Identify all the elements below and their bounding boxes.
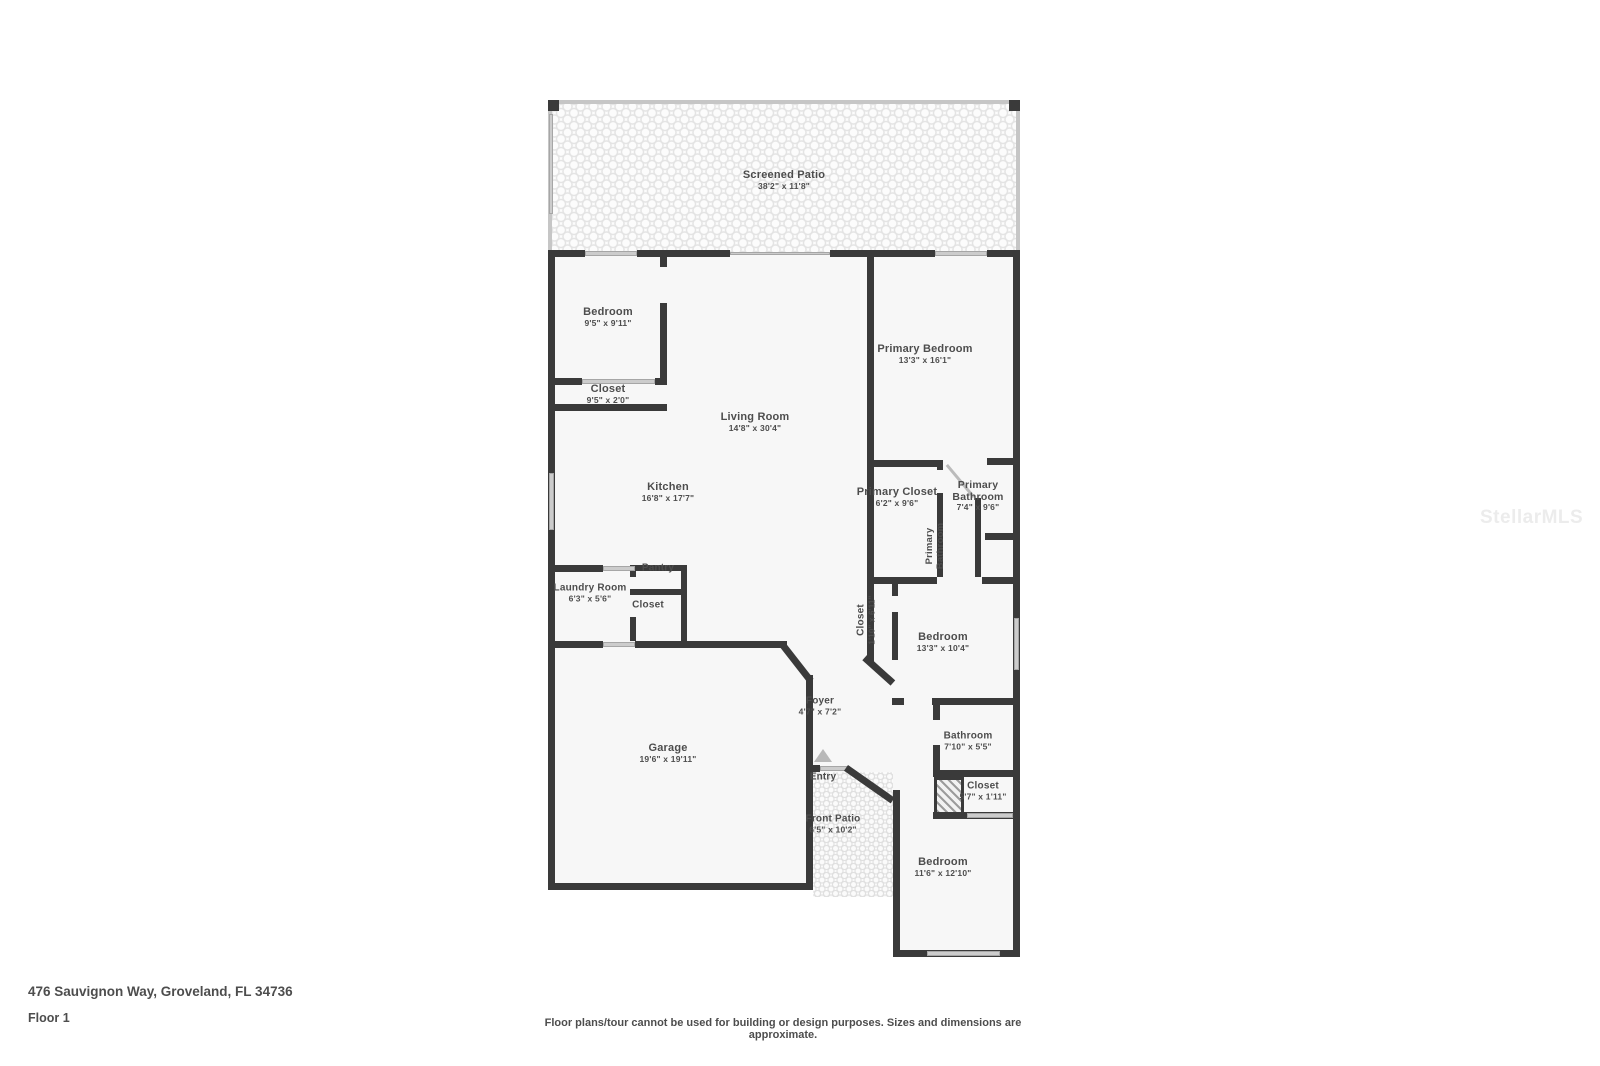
room-dims: 13'3" x 16'1" (898, 354, 952, 365)
room-dims: 7'4" x 9'6" (956, 502, 1000, 513)
room-dims: 14'8" x 30'4" (728, 422, 782, 433)
disclaimer-text: Floor plans/tour cannot be used for building or design purposes. Sizes and dimensions are approximate. (544, 1017, 1022, 1041)
room-name: Bedroom (583, 305, 633, 318)
room-name: Front Patio (805, 813, 861, 825)
room-name: Bedroom (918, 855, 968, 868)
window (967, 813, 1013, 818)
room-label-living-room (721, 411, 790, 433)
wall (937, 460, 943, 470)
room-name: Closet (590, 382, 626, 395)
room-label-pantry (642, 562, 674, 574)
room-label-closet-br (959, 780, 1006, 801)
room-dims: 6'3" x 5'6" (568, 592, 612, 603)
room-name: Screened Patio (742, 168, 826, 181)
wall (867, 577, 937, 584)
room-name: Primary Bathroom (952, 479, 1004, 504)
room-label-bedroom-mid (917, 631, 970, 653)
window (603, 566, 635, 571)
wall (933, 770, 1020, 777)
patio-screen-wall (558, 100, 1010, 104)
patio-post (1009, 100, 1020, 111)
wall (637, 250, 730, 257)
room-name: Pantry (641, 562, 675, 574)
room-name: Entry (809, 771, 837, 783)
wall (985, 533, 1013, 540)
wall (933, 705, 940, 720)
wall (548, 378, 582, 385)
room-label-bedroom-bottom (915, 856, 972, 878)
wall (982, 577, 1013, 584)
room-dims: 6'5" x 10'2" (809, 823, 857, 834)
wall (1013, 250, 1020, 957)
wall (660, 257, 667, 267)
room-dims: 9'5" x 9'11" (584, 317, 632, 328)
floor-plan (548, 100, 1020, 960)
room-name: Garage (648, 741, 688, 754)
room-dims: 19'6" x 19'11" (639, 753, 697, 764)
watermark: StellarMLS (1480, 507, 1584, 528)
wall (987, 458, 1013, 465)
patio-post (548, 100, 559, 111)
wall (548, 565, 603, 572)
room-name: Bathroom (943, 730, 993, 742)
room-label-screened-patio (743, 169, 825, 191)
room-dims: 7'10" x 5'5" (944, 740, 992, 751)
wall (635, 641, 787, 648)
room-label-bedroom-top (583, 306, 633, 328)
wall (932, 698, 1013, 705)
wall (893, 790, 900, 957)
room-label-garage (640, 742, 697, 764)
wall (892, 584, 898, 596)
window (730, 252, 830, 255)
room-name: Laundry Room (553, 582, 627, 594)
room-label-front-patio (806, 813, 861, 834)
room-dims: 6'2" x 9'6" (875, 497, 919, 508)
room-dims: 16'8" x 17'7" (641, 492, 695, 503)
room-label-primary-bathroom (947, 479, 1009, 513)
window (935, 251, 987, 256)
wall (892, 612, 898, 660)
room-dims: 13'3" x 10'4" (916, 642, 970, 653)
room-dims: 1'10" x 6'11" (867, 595, 877, 645)
wall (548, 883, 813, 890)
room-name: Closet (855, 604, 867, 636)
room-name: Primary Closet (856, 485, 938, 498)
wall (660, 303, 667, 380)
window (927, 951, 1000, 956)
room-dims: 5'7" x 1'11" (959, 790, 1007, 801)
room-dims: 38'2" x 11'8" (757, 180, 811, 191)
address-text: 476 Sauvignon Way, Groveland, FL 34736 (28, 984, 293, 999)
window (1014, 618, 1019, 670)
wall (630, 589, 687, 595)
room-label-foyer (799, 695, 842, 716)
room-label-entry (810, 771, 837, 783)
room-label-closet-mid (632, 599, 664, 611)
wall (655, 378, 667, 385)
room-label-laundry-room (554, 582, 627, 603)
room-name: Bedroom (918, 630, 968, 643)
room-name: Primary Bathroom (924, 522, 946, 570)
room-name: Living Room (720, 410, 790, 423)
room-label-bathroom (944, 730, 993, 751)
window (549, 473, 554, 530)
room-name: Closet (632, 599, 664, 611)
floor-number: Floor 1 (28, 1011, 70, 1025)
room-dims: 4'7" x 7'2" (798, 705, 842, 716)
wall (867, 460, 937, 467)
window (549, 114, 553, 214)
room-label-kitchen (642, 481, 695, 503)
wall (892, 698, 904, 705)
room-label-primary-bathroom-hall (925, 516, 947, 576)
room-dims: 11'6" x 12'10" (914, 867, 972, 878)
room-label-primary-closet (857, 486, 937, 508)
entry-arrow-icon (814, 749, 832, 762)
wall (548, 641, 603, 648)
room-name: Kitchen (647, 480, 689, 493)
wall (933, 745, 940, 770)
room-name: Closet (967, 780, 999, 792)
wall (867, 257, 874, 577)
wall (630, 617, 636, 641)
room-label-primary-bedroom (877, 343, 972, 365)
window (585, 251, 637, 256)
room-label-closet-top (587, 383, 630, 405)
room-name: Foyer (805, 695, 835, 707)
room-name: Primary Bedroom (877, 342, 973, 355)
patio-screen-wall (1016, 110, 1020, 250)
wall (830, 250, 935, 257)
window (603, 642, 635, 647)
room-dims: 9'5" x 2'0" (586, 394, 630, 405)
wall (681, 565, 687, 648)
room-label-closet-vertical (856, 595, 877, 644)
